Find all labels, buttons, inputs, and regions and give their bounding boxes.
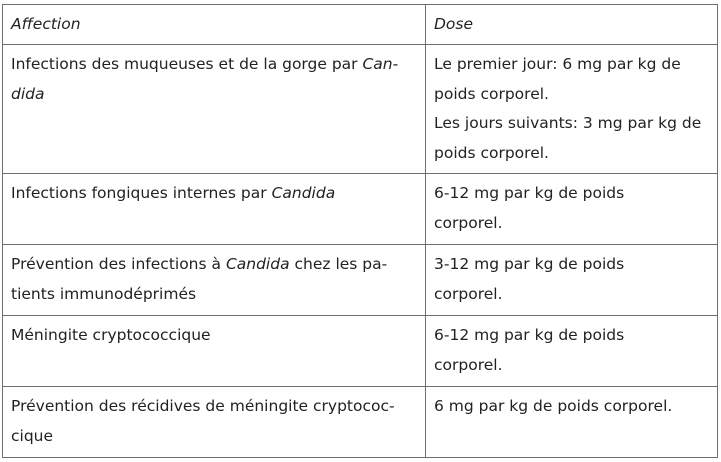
dose-line: corporel. xyxy=(434,355,503,374)
dose-line: 6-12 mg par kg de poids xyxy=(434,326,625,344)
affection-line: cique xyxy=(11,426,54,445)
dose-cell xyxy=(426,45,718,174)
affection-cell xyxy=(3,245,426,316)
affection-line: Prévention des récidives de méningite cryptococ- xyxy=(11,397,395,415)
dose-line: Le premier jour: 6 mg par kg de xyxy=(434,55,681,73)
affection-line: Prévention des infections à Candida chez les pa- xyxy=(11,255,388,273)
dose-cell xyxy=(426,316,718,387)
dose-line: poids corporel. xyxy=(434,84,549,103)
dose-line: corporel. xyxy=(434,284,503,303)
affection-line: Infections des muqueuses et de la gorge par Can- xyxy=(11,55,399,73)
dose-cell xyxy=(426,174,718,245)
table-row xyxy=(3,245,718,316)
header-affection: Affection xyxy=(3,5,426,45)
dose-line: corporel. xyxy=(434,213,503,232)
table-header-row xyxy=(3,5,718,45)
dose-cell xyxy=(426,387,718,458)
dose-line: 6-12 mg par kg de poids xyxy=(434,184,625,202)
header-dose: Dose xyxy=(426,5,718,45)
table-row xyxy=(3,174,718,245)
affection-line: Méningite cryptococcique xyxy=(11,326,211,344)
dose-line: poids corporel. xyxy=(434,143,549,162)
dose-line: 6 mg par kg de poids corporel. xyxy=(434,397,673,415)
affection-line: dida xyxy=(11,84,45,103)
dose-line: Les jours suivants: 3 mg par kg de xyxy=(434,114,702,132)
affection-line: Infections fongiques internes par Candida xyxy=(11,184,336,202)
dose-line: 3-12 mg par kg de poids xyxy=(434,255,625,273)
affection-cell xyxy=(3,316,426,387)
table-row xyxy=(3,316,718,387)
affection-line: tients immunodéprimés xyxy=(11,284,197,303)
dosage-table xyxy=(2,4,718,458)
affection-cell xyxy=(3,387,426,458)
affection-cell xyxy=(3,174,426,245)
dose-cell xyxy=(426,245,718,316)
affection-cell xyxy=(3,45,426,174)
table-row xyxy=(3,45,718,174)
table-row xyxy=(3,387,718,458)
